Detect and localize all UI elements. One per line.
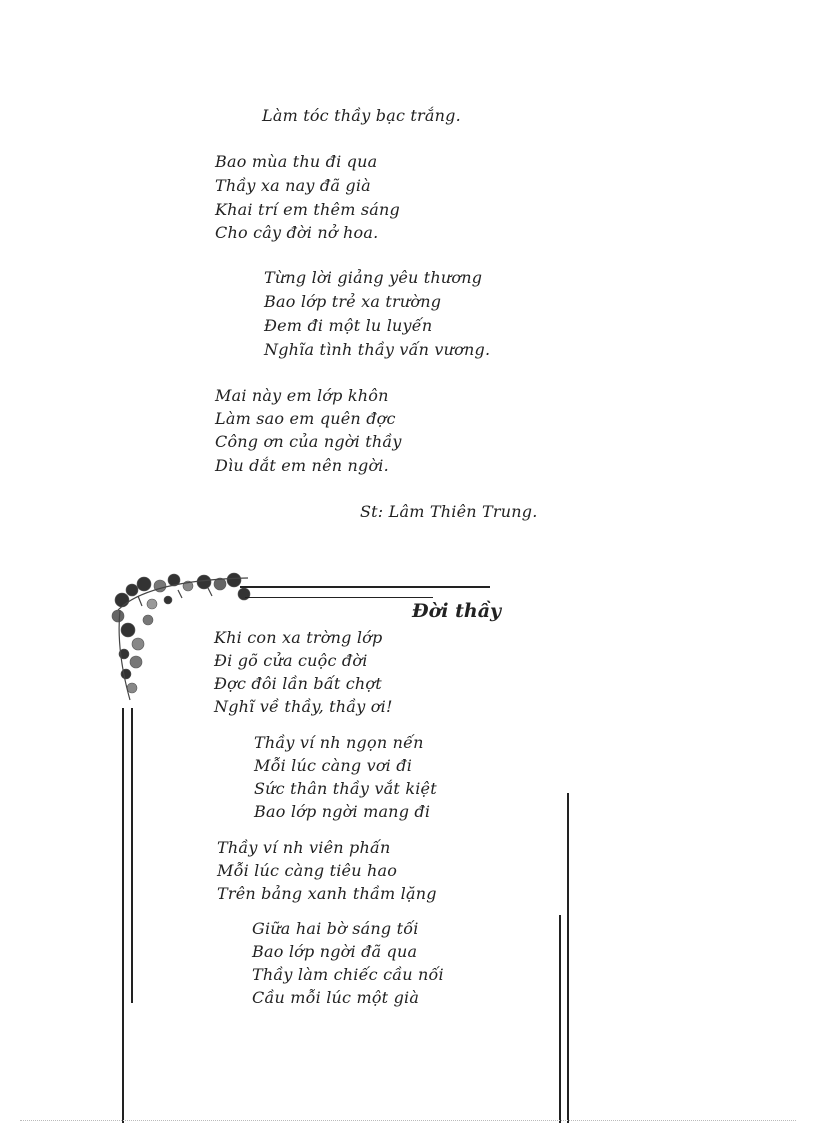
poem-line: Trên bảng xanh thầm lặng (217, 884, 437, 903)
frame-left-line (131, 708, 133, 1003)
poem-line: Đem đi một lu luyến (264, 316, 433, 335)
poem-line: Cho cây đời nở hoa. (215, 223, 379, 242)
poem-line: Mỗi lúc càng vơi đi (254, 756, 413, 775)
frame-right-line (567, 793, 569, 1123)
frame-top-line-thin (245, 597, 433, 598)
poem-line: Khai trí em thêm sáng (215, 200, 400, 219)
poem-signature: St: Lâm Thiên Trung. (360, 502, 538, 521)
poem-line: Thầy xa nay đã già (215, 176, 371, 195)
poem-line: Nghĩa tình thầy vấn vương. (264, 340, 491, 359)
poem-line: Từng lời giảng yêu thương (264, 268, 483, 287)
poem-line: Dìu dắt em nên ngời. (215, 456, 389, 475)
poem-line: Làm sao em quên đợc (215, 409, 396, 428)
poem-line: Khi con xa trờng lớp (214, 628, 383, 647)
poem-line: Làm tóc thầy bạc trắng. (262, 106, 461, 125)
poem-line: Thầy làm chiếc cầu nối (252, 965, 444, 984)
poem-line: Thầy ví nh ngọn nến (254, 733, 424, 752)
poem-line: Bao lớp trẻ xa trường (264, 292, 442, 311)
frame-right-line-inner (559, 915, 561, 1123)
poem-line: Đi gõ cửa cuộc đời (214, 651, 368, 670)
poem-line: Mai này em lớp khôn (215, 386, 389, 405)
poem-line: Bao mùa thu đi qua (215, 152, 378, 171)
poem-line: Thầy ví nh viên phấn (217, 838, 391, 857)
poem-line: Nghĩ về thầy, thầy ơi! (214, 697, 393, 716)
poem-line: Đợc đôi lần bất chợt (214, 674, 382, 693)
poem-title: Đời thầy (412, 600, 502, 622)
frame-top-line (240, 586, 490, 588)
poem-line: Sức thân thầy vắt kiệt (254, 779, 437, 798)
poem-line: Công ơn của ngời thầy (215, 432, 402, 451)
poem-line: Bao lớp ngời đã qua (252, 942, 418, 961)
frame-left-line-outer (122, 708, 124, 1123)
poem-line: Bao lớp ngời mang đi (254, 802, 431, 821)
page-bottom-divider (20, 1120, 796, 1121)
poem-line: Giữa hai bờ sáng tối (252, 919, 419, 938)
poem-line: Mỗi lúc càng tiêu hao (217, 861, 398, 880)
poem-line: Cầu mỗi lúc một già (252, 988, 420, 1007)
